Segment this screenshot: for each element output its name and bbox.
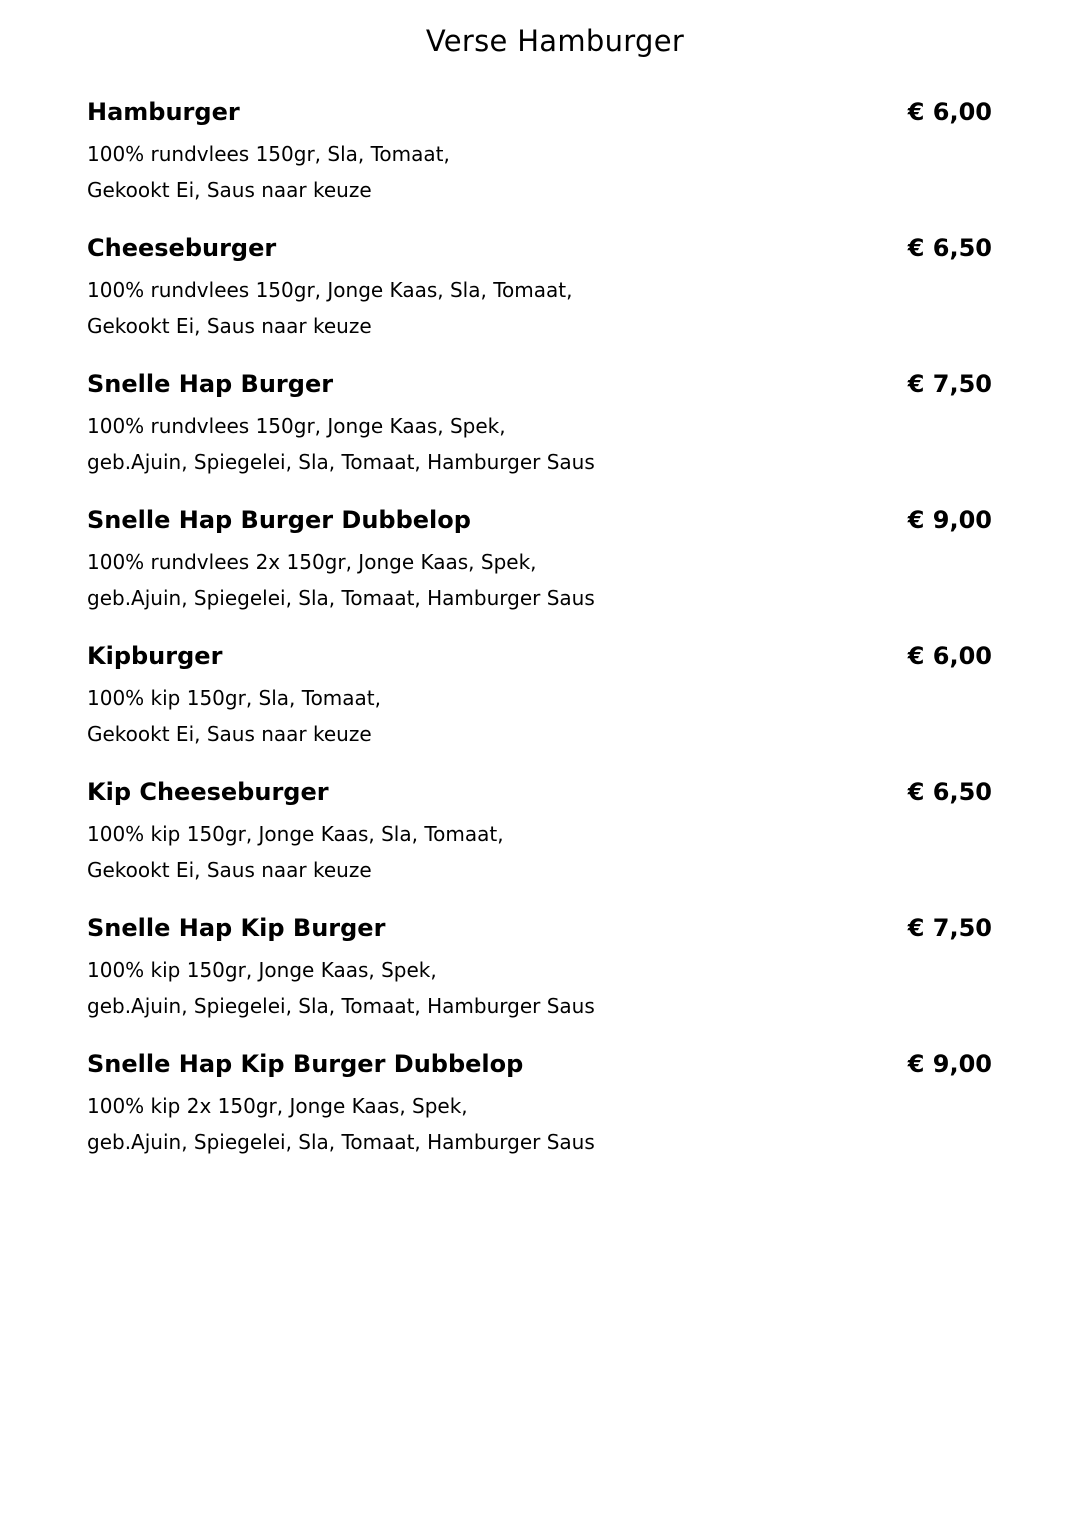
- item-name: Hamburger: [87, 98, 240, 126]
- item-price: € 6,00: [907, 98, 992, 126]
- item-description-line: 100% kip 150gr, Jonge Kaas, Spek,: [87, 958, 437, 982]
- item-price: € 9,00: [907, 506, 992, 534]
- menu-item: [87, 1047, 992, 1183]
- item-description-line: 100% rundvlees 150gr, Jonge Kaas, Sla, Tomaat,: [87, 278, 573, 302]
- menu-item: [87, 231, 992, 367]
- item-name: Snelle Hap Kip Burger Dubbelop: [87, 1050, 524, 1078]
- item-name: Snelle Hap Burger Dubbelop: [87, 506, 471, 534]
- menu-item: [87, 775, 992, 911]
- item-price: € 7,50: [907, 914, 992, 942]
- item-name: Cheeseburger: [87, 234, 277, 262]
- menu-list: [87, 95, 992, 1183]
- item-description-line: 100% rundvlees 150gr, Jonge Kaas, Spek,: [87, 414, 506, 438]
- item-description: [87, 272, 572, 344]
- item-description: [87, 952, 595, 1024]
- item-price: € 9,00: [907, 1050, 992, 1078]
- item-description-line: geb.Ajuin, Spiegelei, Sla, Tomaat, Hamburger Saus: [87, 994, 595, 1018]
- item-name: Kip Cheeseburger: [87, 778, 329, 806]
- item-description-line: Gekookt Ei, Saus naar keuze: [87, 314, 372, 338]
- item-description: [87, 544, 595, 616]
- menu-item: [87, 95, 992, 231]
- menu-item: [87, 503, 992, 639]
- item-description-line: Gekookt Ei, Saus naar keuze: [87, 178, 372, 202]
- item-description-line: geb.Ajuin, Spiegelei, Sla, Tomaat, Hamburger Saus: [87, 586, 595, 610]
- menu-item: [87, 911, 992, 1047]
- item-description-line: 100% kip 150gr, Sla, Tomaat,: [87, 686, 382, 710]
- item-price: € 6,50: [907, 234, 992, 262]
- item-name: Kipburger: [87, 642, 223, 670]
- item-name: Snelle Hap Burger: [87, 370, 334, 398]
- item-description: [87, 680, 381, 752]
- item-price: € 7,50: [907, 370, 992, 398]
- item-price: € 6,00: [907, 642, 992, 670]
- page-title: Verse Hamburger: [425, 24, 685, 58]
- item-description-line: 100% kip 150gr, Jonge Kaas, Sla, Tomaat,: [87, 822, 504, 846]
- item-description-line: 100% rundvlees 150gr, Sla, Tomaat,: [87, 142, 450, 166]
- item-description-line: geb.Ajuin, Spiegelei, Sla, Tomaat, Hamburger Saus: [87, 450, 595, 474]
- item-description: [87, 136, 450, 208]
- item-description-line: geb.Ajuin, Spiegelei, Sla, Tomaat, Hamburger Saus: [87, 1130, 595, 1154]
- item-description: [87, 816, 504, 888]
- item-description-line: 100% kip 2x 150gr, Jonge Kaas, Spek,: [87, 1094, 468, 1118]
- item-description: [87, 408, 595, 480]
- item-description: [87, 1088, 595, 1160]
- item-description-line: 100% rundvlees 2x 150gr, Jonge Kaas, Spek,: [87, 550, 537, 574]
- item-description-line: Gekookt Ei, Saus naar keuze: [87, 858, 372, 882]
- item-name: Snelle Hap Kip Burger: [87, 914, 386, 942]
- item-price: € 6,50: [907, 778, 992, 806]
- item-description-line: Gekookt Ei, Saus naar keuze: [87, 722, 372, 746]
- menu-item: [87, 367, 992, 503]
- menu-item: [87, 639, 992, 775]
